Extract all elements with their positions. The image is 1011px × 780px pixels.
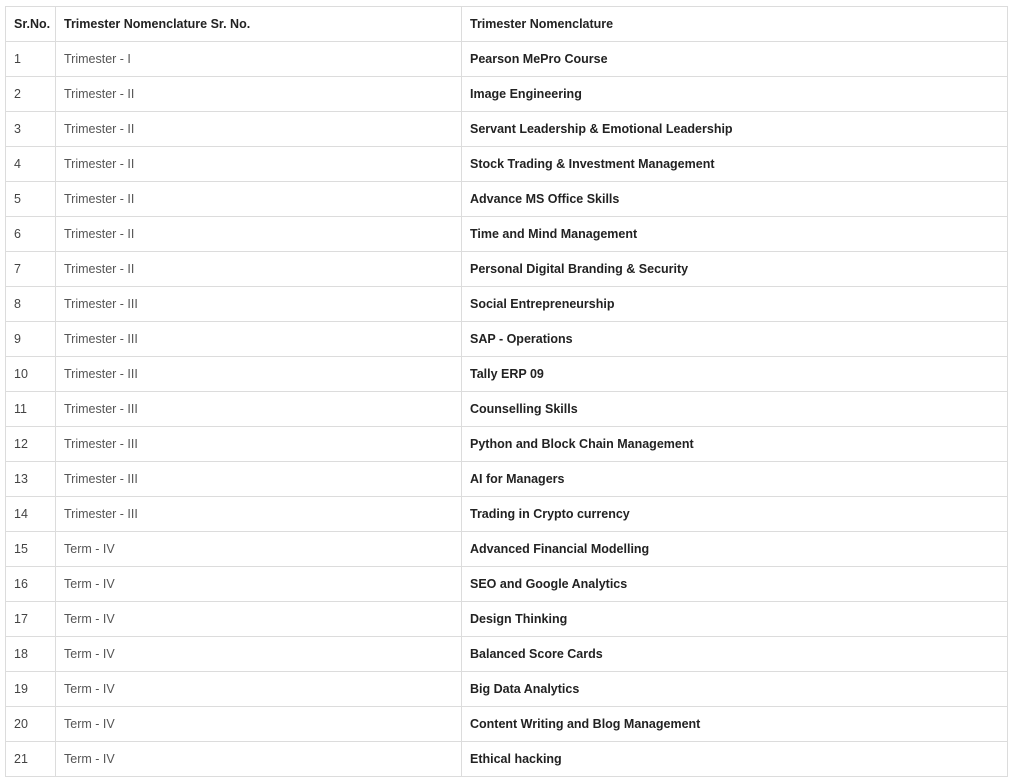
table-body bbox=[6, 42, 1008, 777]
row-sr-no: 16 bbox=[6, 567, 56, 602]
row-sr-no: 8 bbox=[6, 287, 56, 322]
row-sr-no: 14 bbox=[6, 497, 56, 532]
row-trimester: Term - IV bbox=[56, 602, 462, 637]
table-row bbox=[6, 147, 1008, 182]
row-trimester: Trimester - II bbox=[56, 217, 462, 252]
row-course-name: Image Engineering bbox=[462, 77, 1008, 112]
row-course-name: SEO and Google Analytics bbox=[462, 567, 1008, 602]
row-course-name: SAP - Operations bbox=[462, 322, 1008, 357]
row-trimester: Trimester - III bbox=[56, 497, 462, 532]
row-sr-no: 13 bbox=[6, 462, 56, 497]
row-course-name: Counselling Skills bbox=[462, 392, 1008, 427]
row-sr-no: 15 bbox=[6, 532, 56, 567]
row-sr-no: 10 bbox=[6, 357, 56, 392]
row-trimester: Trimester - I bbox=[56, 42, 462, 77]
row-course-name: Python and Block Chain Management bbox=[462, 427, 1008, 462]
header-trimester-sr-no: Trimester Nomenclature Sr. No. bbox=[56, 7, 462, 42]
table-header bbox=[6, 7, 1008, 42]
row-sr-no: 9 bbox=[6, 322, 56, 357]
row-course-name: Ethical hacking bbox=[462, 742, 1008, 777]
row-course-name: Advanced Financial Modelling bbox=[462, 532, 1008, 567]
row-course-name: Content Writing and Blog Management bbox=[462, 707, 1008, 742]
row-trimester: Trimester - II bbox=[56, 252, 462, 287]
row-trimester: Term - IV bbox=[56, 567, 462, 602]
row-trimester: Trimester - II bbox=[56, 147, 462, 182]
table-row bbox=[6, 252, 1008, 287]
table-row bbox=[6, 287, 1008, 322]
row-course-name: Stock Trading & Investment Management bbox=[462, 147, 1008, 182]
row-course-name: Design Thinking bbox=[462, 602, 1008, 637]
table-row bbox=[6, 637, 1008, 672]
row-trimester: Trimester - III bbox=[56, 287, 462, 322]
row-trimester: Trimester - II bbox=[56, 77, 462, 112]
row-trimester: Trimester - II bbox=[56, 112, 462, 147]
row-course-name: Trading in Crypto currency bbox=[462, 497, 1008, 532]
row-sr-no: 2 bbox=[6, 77, 56, 112]
row-trimester: Trimester - III bbox=[56, 392, 462, 427]
row-trimester: Term - IV bbox=[56, 637, 462, 672]
table-row bbox=[6, 182, 1008, 217]
row-trimester: Trimester - III bbox=[56, 322, 462, 357]
row-trimester: Trimester - III bbox=[56, 357, 462, 392]
row-sr-no: 18 bbox=[6, 637, 56, 672]
table-row bbox=[6, 217, 1008, 252]
row-sr-no: 3 bbox=[6, 112, 56, 147]
table-row bbox=[6, 392, 1008, 427]
row-trimester: Term - IV bbox=[56, 672, 462, 707]
header-trimester-nomenclature: Trimester Nomenclature bbox=[462, 7, 1008, 42]
row-sr-no: 4 bbox=[6, 147, 56, 182]
table-row bbox=[6, 532, 1008, 567]
row-sr-no: 5 bbox=[6, 182, 56, 217]
row-course-name: Personal Digital Branding & Security bbox=[462, 252, 1008, 287]
row-course-name: Social Entrepreneurship bbox=[462, 287, 1008, 322]
course-table bbox=[5, 6, 1008, 777]
row-trimester: Term - IV bbox=[56, 707, 462, 742]
table-row bbox=[6, 112, 1008, 147]
row-sr-no: 6 bbox=[6, 217, 56, 252]
row-sr-no: 1 bbox=[6, 42, 56, 77]
table-row bbox=[6, 707, 1008, 742]
row-trimester: Term - IV bbox=[56, 742, 462, 777]
row-sr-no: 19 bbox=[6, 672, 56, 707]
row-sr-no: 20 bbox=[6, 707, 56, 742]
table-row bbox=[6, 567, 1008, 602]
row-trimester: Term - IV bbox=[56, 532, 462, 567]
row-course-name: Servant Leadership & Emotional Leadership bbox=[462, 112, 1008, 147]
table-row bbox=[6, 357, 1008, 392]
row-course-name: Tally ERP 09 bbox=[462, 357, 1008, 392]
table-row bbox=[6, 497, 1008, 532]
row-course-name: Balanced Score Cards bbox=[462, 637, 1008, 672]
row-trimester: Trimester - III bbox=[56, 427, 462, 462]
row-course-name: Advance MS Office Skills bbox=[462, 182, 1008, 217]
row-sr-no: 7 bbox=[6, 252, 56, 287]
row-course-name: Big Data Analytics bbox=[462, 672, 1008, 707]
table-row bbox=[6, 602, 1008, 637]
row-sr-no: 17 bbox=[6, 602, 56, 637]
table-row bbox=[6, 427, 1008, 462]
table-row bbox=[6, 77, 1008, 112]
table-row bbox=[6, 672, 1008, 707]
header-sr-no: Sr.No. bbox=[6, 7, 56, 42]
table-row bbox=[6, 322, 1008, 357]
row-course-name: Time and Mind Management bbox=[462, 217, 1008, 252]
row-trimester: Trimester - III bbox=[56, 462, 462, 497]
table-row bbox=[6, 42, 1008, 77]
table-row bbox=[6, 742, 1008, 777]
row-course-name: AI for Managers bbox=[462, 462, 1008, 497]
table-row bbox=[6, 462, 1008, 497]
header-row bbox=[6, 7, 1008, 42]
row-course-name: Pearson MePro Course bbox=[462, 42, 1008, 77]
row-sr-no: 21 bbox=[6, 742, 56, 777]
course-table-container bbox=[5, 6, 1008, 777]
row-sr-no: 11 bbox=[6, 392, 56, 427]
row-sr-no: 12 bbox=[6, 427, 56, 462]
row-trimester: Trimester - II bbox=[56, 182, 462, 217]
